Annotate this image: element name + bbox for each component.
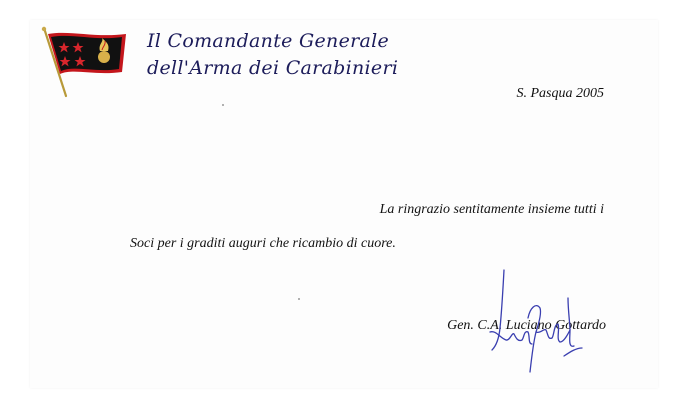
letter-body-line-2: Soci per i graditi auguri che ricambio di cuore. bbox=[130, 236, 396, 251]
carabinieri-flag-icon bbox=[40, 26, 130, 98]
paper-speck bbox=[222, 104, 224, 106]
handwritten-signature-icon bbox=[484, 268, 584, 378]
letterhead-subtitle: dell'Arma dei Carabinieri bbox=[147, 57, 399, 79]
letterhead bbox=[145, 28, 398, 82]
paper-speck bbox=[298, 298, 300, 300]
letter-body-line-1: La ringrazio sentitamente insieme tutti i bbox=[379, 202, 604, 217]
signatory-name: Gen. C.A. Luciano Gottardo bbox=[447, 318, 606, 333]
letterhead-title: Il Comandante Generale bbox=[147, 30, 390, 52]
letter-date: S. Pasqua 2005 bbox=[516, 86, 604, 101]
